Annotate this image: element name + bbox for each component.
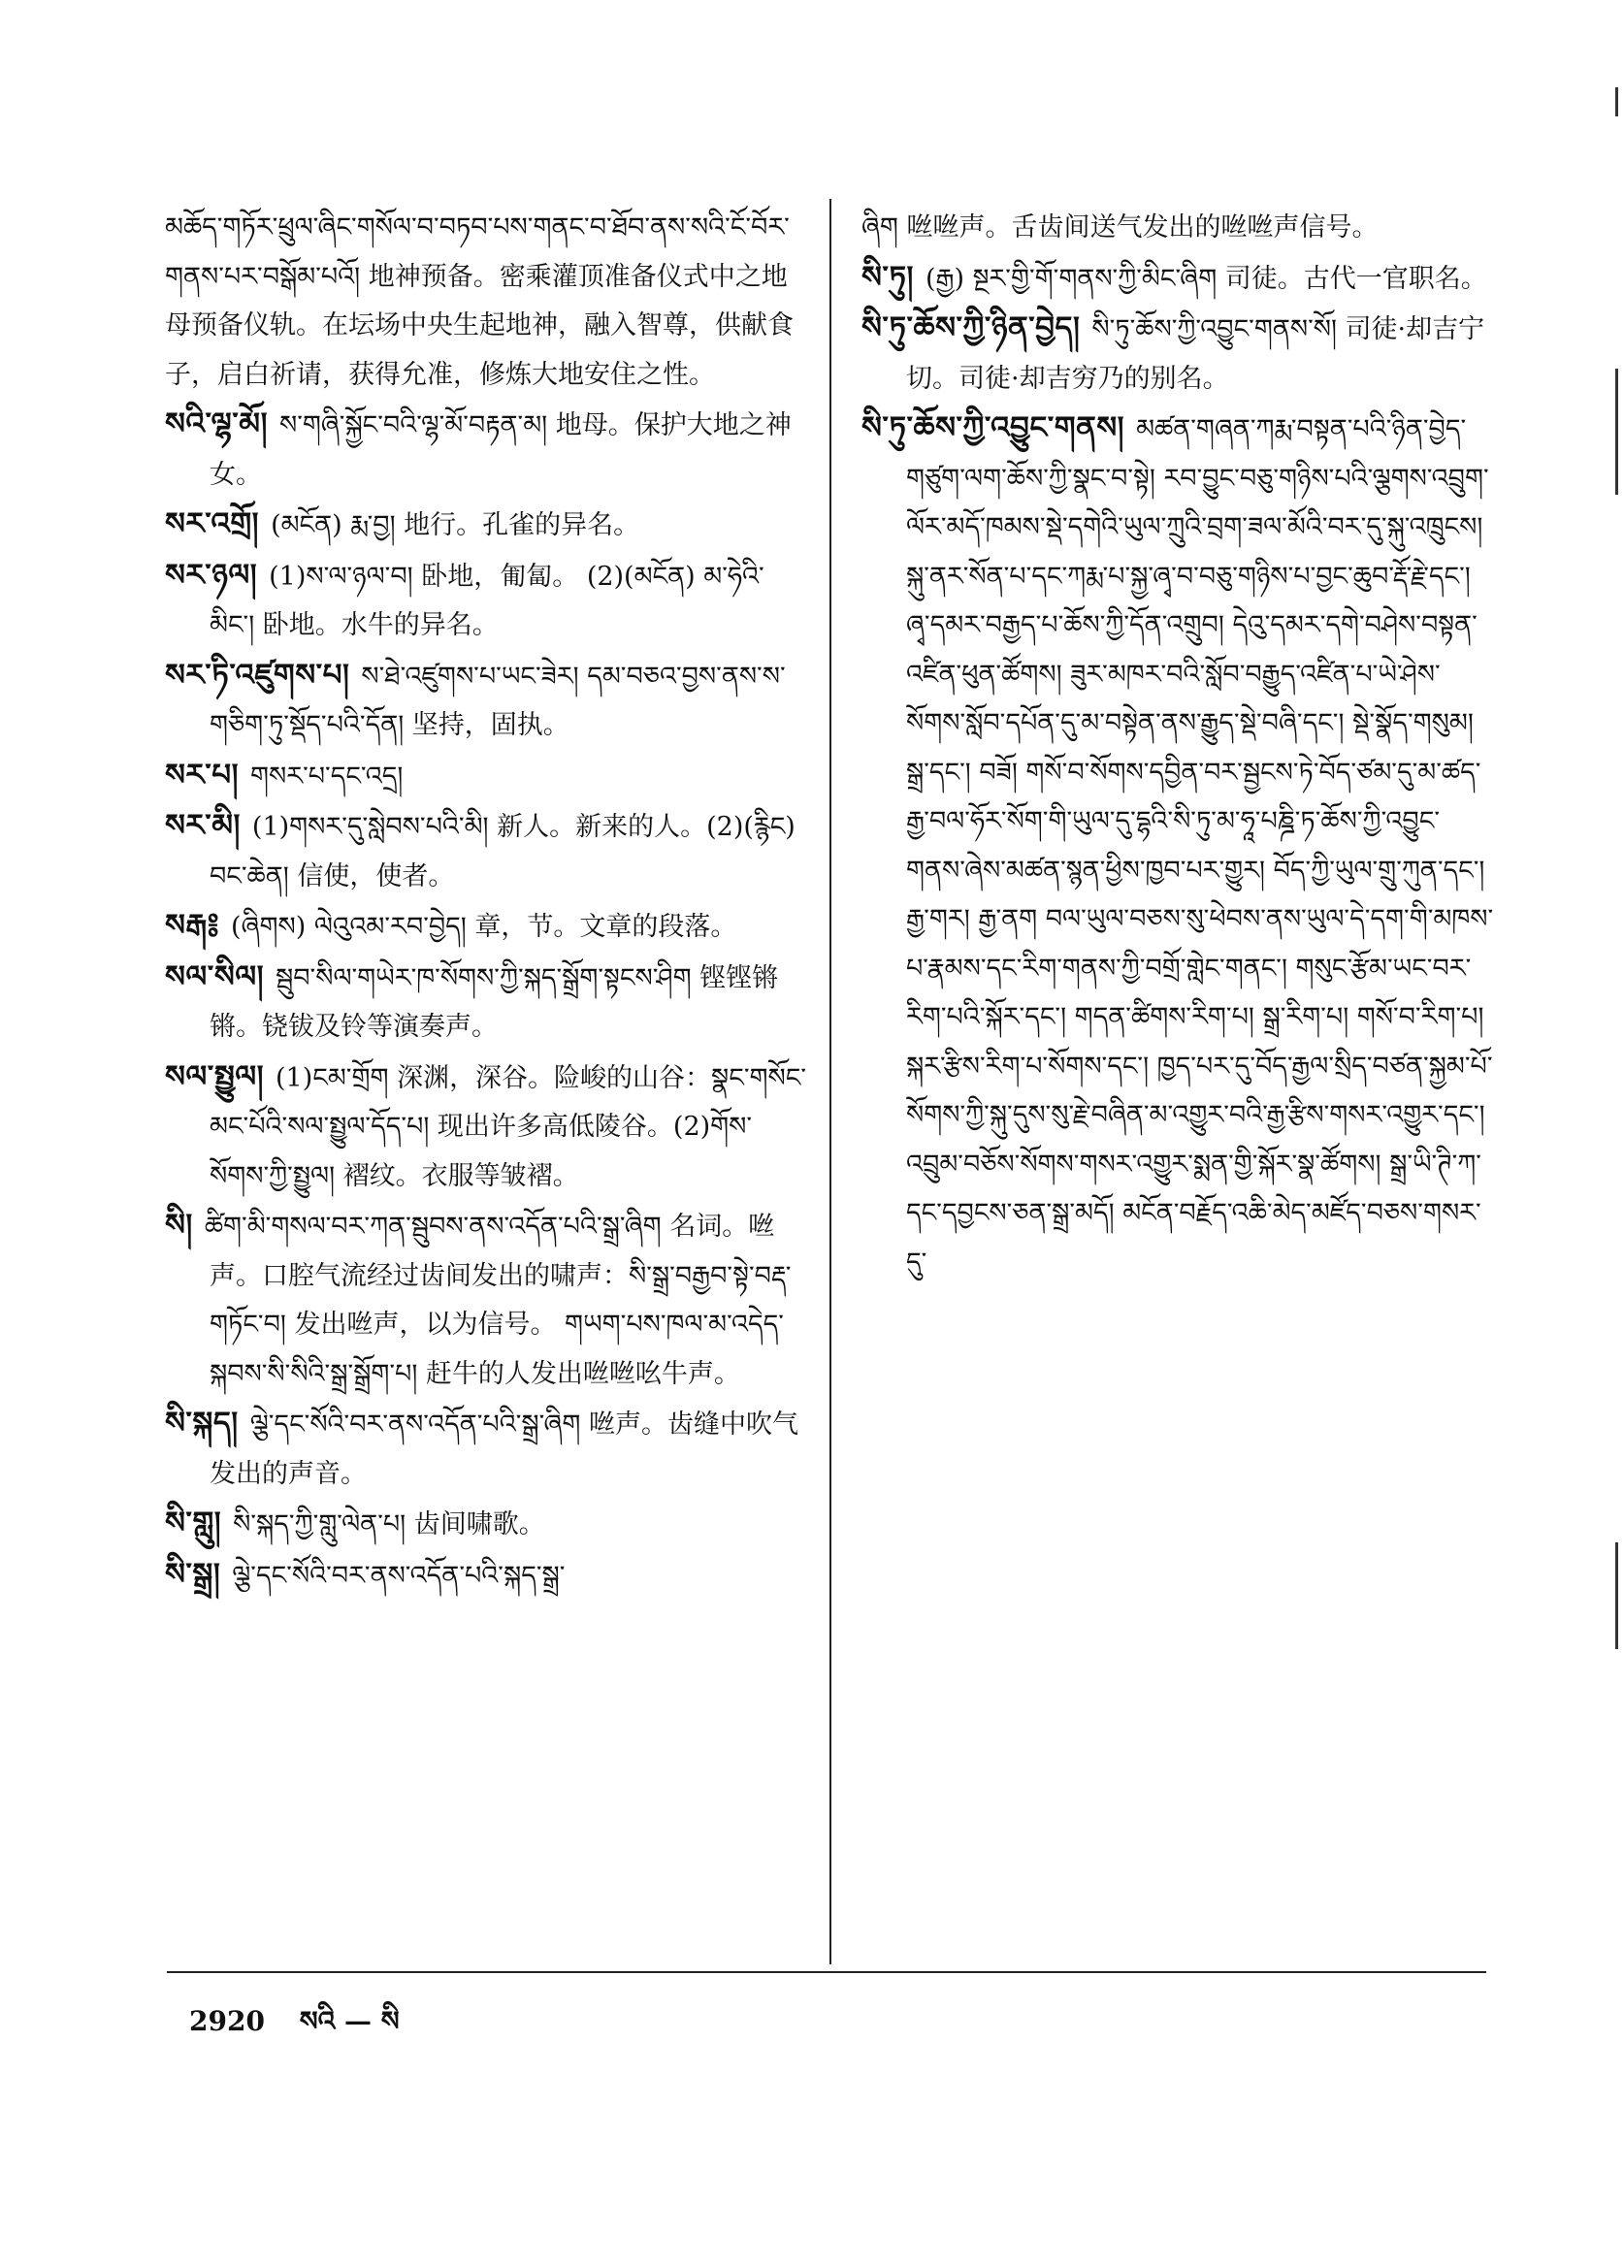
entry-headword: སི་གླུ། — [165, 1506, 222, 1540]
dictionary-entry — [165, 1053, 807, 1202]
page-footer — [189, 1991, 425, 2067]
entry-definition: ལྕེ་དང་སོའི་བར་ནས་འདོན་པའི་སྐད་སྒྲ་ — [232, 1560, 566, 1591]
right-column — [861, 204, 1494, 1287]
entry-headword: སི་ཏུ། — [861, 259, 914, 295]
entry-definition: སི་སྐད་ཀྱི་གླུ་ལེན་པ། 齿间啸歌。 — [233, 1509, 545, 1539]
entry-definition: ཚིག་མི་གསལ་བར་ཀན་སྦུབས་ནས་འདོན་པའི་སྒྲ་ཞིག 名词。咝声。口腔气流经过齿间发出的啸声：སི་སྒྲ་བརྒྱབ་སྟེ་བརྡ་གཏོང་བ། 发出咝声，以为信号。 གཡག་པས་ཁལ་མ་འདེད་སྐབས་སི་སིའི་སྒྲ་སྒྲོག་པ། 赶牛的人发出咝咝吆牛声。 — [204, 1212, 792, 1389]
dictionary-entry — [165, 1201, 807, 1399]
entry-definition: ལྕེ་དང་སོའི་བར་ནས་འདོན་པའི་སྒྲ་ཞིག 咝声。齿缝中吹气发出的声音。 — [210, 1409, 798, 1489]
dictionary-entry — [861, 253, 1494, 305]
dictionary-entry — [165, 901, 807, 953]
entry-definition: (1)གསར་དུ་སླེབས་པའི་མི། 新人。新来的人。(2)(རྙིང) བང་ཆེན། 信使，使者。 — [210, 812, 796, 891]
entry-definition: སྦུབ་སིལ་གཡེར་ཁ་སོགས་ཀྱི་སྐད་སྒྲོག་སྟངས་ཤིག 铿铿锵锵。铙钹及铃等演奏声。 — [210, 962, 779, 1042]
footer-rule — [167, 1971, 1486, 1973]
entry-headword: སི། — [165, 1208, 193, 1243]
entry-definition: ཞིག 咝咝声。舌齿间送气发出的咝咝声信号。 — [861, 212, 1379, 243]
entry-headword: སི་ཏུ་ཆོས་ཀྱི་ཉིན་བྱེད། — [861, 310, 1081, 345]
entry-definition: མཆོད་གཏོར་ཕྲུལ་ཞིང་གསོལ་བ་བཏབ་པས་གནང་བ་ཐོབ་ནས་སའི་ངོ་བོར་གནས་པར་བསྒོམ་པའོ། 地神预备。密乘灌顶准备仪式中之地母预备仪轨。在坛场中央生起地神，融入智尊，供献食子，启白祈请，获得允准，修炼大地安住之性。 — [165, 212, 794, 390]
entry-definition: (1)ངམ་གྲོག 深渊，深谷。险峻的山谷：སྣང་གསོང་མང་པོའི་སལ་སྤྱུལ་དོད་པ། 现出许多高低陵谷。(2)གོས་སོགས་ཀྱི་སྤྱུལ། 褶纹。衣服等皱褶。 — [210, 1062, 807, 1191]
entry-headword: སར་མི། — [165, 808, 241, 843]
column-divider — [829, 199, 831, 1964]
entry-headword: སི་སྐད། — [165, 1406, 239, 1441]
entry-headword: སི་སྒྲ། — [165, 1556, 221, 1592]
dictionary-entry — [165, 651, 807, 751]
dictionary-entry — [165, 551, 807, 651]
entry-definition: (1)ས་ལ་ཉལ་བ། 卧地，匍匐。 (2)(མངོན) མ་ཧེའི་མིང་། 卧地。水牛的异名。 — [210, 561, 764, 640]
entry-headword: སར་ཉལ། — [165, 557, 258, 593]
dictionary-entry — [165, 1499, 807, 1550]
entry-headword: སའི་ལྷ་མོ། — [165, 406, 268, 441]
entry-definition: (ཞིགས) ལེའུའམ་རབ་བྱེད། 章，节。文章的段落。 — [231, 912, 737, 942]
dictionary-entry — [861, 404, 1494, 1287]
left-column — [165, 204, 807, 1601]
scan-edge-mark — [1615, 369, 1618, 495]
dictionary-entry — [165, 1550, 807, 1602]
scan-edge-mark — [1615, 87, 1618, 116]
entry-headword: སར་འགྲོ། — [165, 506, 260, 541]
dictionary-entry — [165, 801, 807, 901]
dictionary-entry — [861, 204, 1494, 253]
entry-definition: ས་གཞི་སྐྱོང་བའི་ལྷ་མོ་བརྟན་མ། 地母。保护大地之神女。 — [210, 410, 792, 490]
dictionary-entry — [861, 304, 1494, 404]
entry-definition: ས་ཐེ་འཛུགས་པ་ཡང་ཟེར། དམ་བཅའ་བྱས་ནས་ས་གཅིག་ཏུ་སྡོད་པའི་དོན། 坚持，固执。 — [210, 661, 786, 740]
scan-edge-mark — [1615, 1542, 1618, 1649]
entry-definition: (རྒྱ) སྔར་གྱི་གོ་གནས་ཀྱི་མིང་ཞིག 司徒。古代一官职名。 — [925, 263, 1487, 294]
entry-headword: སི་ཏུ་ཆོས་ཀྱི་འབྱུང་གནས། — [861, 410, 1125, 445]
entry-definition: གསར་པ་དང་འདྲ། — [250, 761, 404, 792]
entry-headword: སརྒ༔ — [165, 908, 220, 943]
page-number: 2920 — [189, 2005, 265, 2037]
entry-headword: སར་ཏི་འཛུགས་པ། — [165, 657, 350, 693]
page-range: སའི — སི — [299, 2005, 400, 2037]
entry-definition: (མངོན) རྨ་བྱ། 地行。孔雀的异名。 — [271, 510, 640, 540]
entry-headword: སལ་སིལ། — [165, 958, 265, 994]
dictionary-entry — [165, 500, 807, 551]
entry-headword: སལ་སྤྱུལ། — [165, 1058, 265, 1094]
dictionary-entry — [165, 204, 807, 400]
entry-definition: མཚན་གཞན་ཀརྨ་བསྟན་པའི་ཉིན་བྱེད་གཙུག་ལག་ཆོས་ཀྱི་སྣང་བ་སྟེ། རབ་བྱུང་བཅུ་གཉིས་པའི་ལྕགས་འབྲུག་ལོར་མདོ་ཁམས་སྡེ་དགེའི་ཡུལ་ཀྲུའི་བྲག་ཟལ་མོའི་བར་དུ་སྐུ་འཁྲུངས། སྐུ་ནར་སོན་པ་དང་ཀརྨ་པ་སྐྱ་ཞྭ་བ་བཅུ་གཉིས་པ་བྱང་ཆུབ་རྡོ་རྗེ་དང་། ཞྭ་དམར་བརྒྱད་པ་ཆོས་ཀྱི་དོན་འགྲུབ། དེའུ་དམར་དགེ་བཤེས་བསྟན་འཛིན་ཕུན་ཚོགས། ཟུར་མཁར་བའི་སློབ་བརྒྱུད་འཛིན་པ་ཡེ་ཤེས་སོགས་སློབ་དཔོན་དུ་མ་བསྟེན་ནས་རྒྱུད་སྡེ་བཞི་དང་། སྡེ་སྣོད་གསུམ། སྒྲ་དང་། བཟོ། གསོ་བ་སོགས་དབྱིན་བར་སྦྱངས་ཏེ་བོད་ཙམ་དུ་མ་ཚད་རྒྱ་བལ་ཧོར་སོག་གི་ཡུལ་དུ་དྷའི་སི་ཏུ་མ་ཧཱ་པཎྜི་ཏ་ཆོས་ཀྱི་འབྱུང་གནས་ཞེས་མཚན་སྙན་ཕྱིས་ཁྱབ་པར་གྱུར། བོད་ཀྱི་ཡུལ་གྲུ་ཀུན་དང་། རྒྱ་གར། རྒྱ་ནག བལ་ཡུལ་བཅས་སུ་ཕེབས་ནས་ཡུལ་དེ་དག་གི་མཁས་པ་རྣམས་དང་རིག་གནས་ཀྱི་བགྲོ་གླེང་གནང་། གསུང་རྩོམ་ཡང་བར་རིག་པའི་སྐོར་དང་། གདན་ཚིགས་རིག་པ། སྒྲ་རིག་པ། གསོ་བ་རིག་པ། སྐར་རྩིས་རིག་པ་སོགས་དང་། ཁྱད་པར་དུ་བོད་རྒྱལ་སྲིད་བཙན་སྐྱམ་པོ་སོགས་ཀྱི་སྐུ་དུས་སུ་རྗེ་བཞིན་མ་འགྱུར་བའི་རྒྱ་རྩིས་གསར་འགྱུར་དང་། འབྲུམ་བཅོས་སོགས་གསར་འགྱུར་སྨན་གྱི་སྐོར་སྣ་ཚོགས། སྒྲ་ཡི་ཊི་ཀ་དང་དབྱངས་ཅན་སྒྲ་མདོ། མངོན་བརྗོད་འཆི་མེད་མཛོད་བཅས་གསར་དུ་ — [906, 414, 1494, 1278]
dictionary-entry — [165, 953, 807, 1053]
entry-headword: སར་པ། — [165, 757, 240, 793]
entry-definition: སི་ཏུ་ཆོས་ཀྱི་འབྱུང་གནས་སོ། 司徒·却吉宁切。司徒·却吉穷乃的别名。 — [906, 314, 1485, 394]
dictionary-entry — [165, 400, 807, 500]
dictionary-entry — [165, 751, 807, 802]
dictionary-entry — [165, 1399, 807, 1499]
